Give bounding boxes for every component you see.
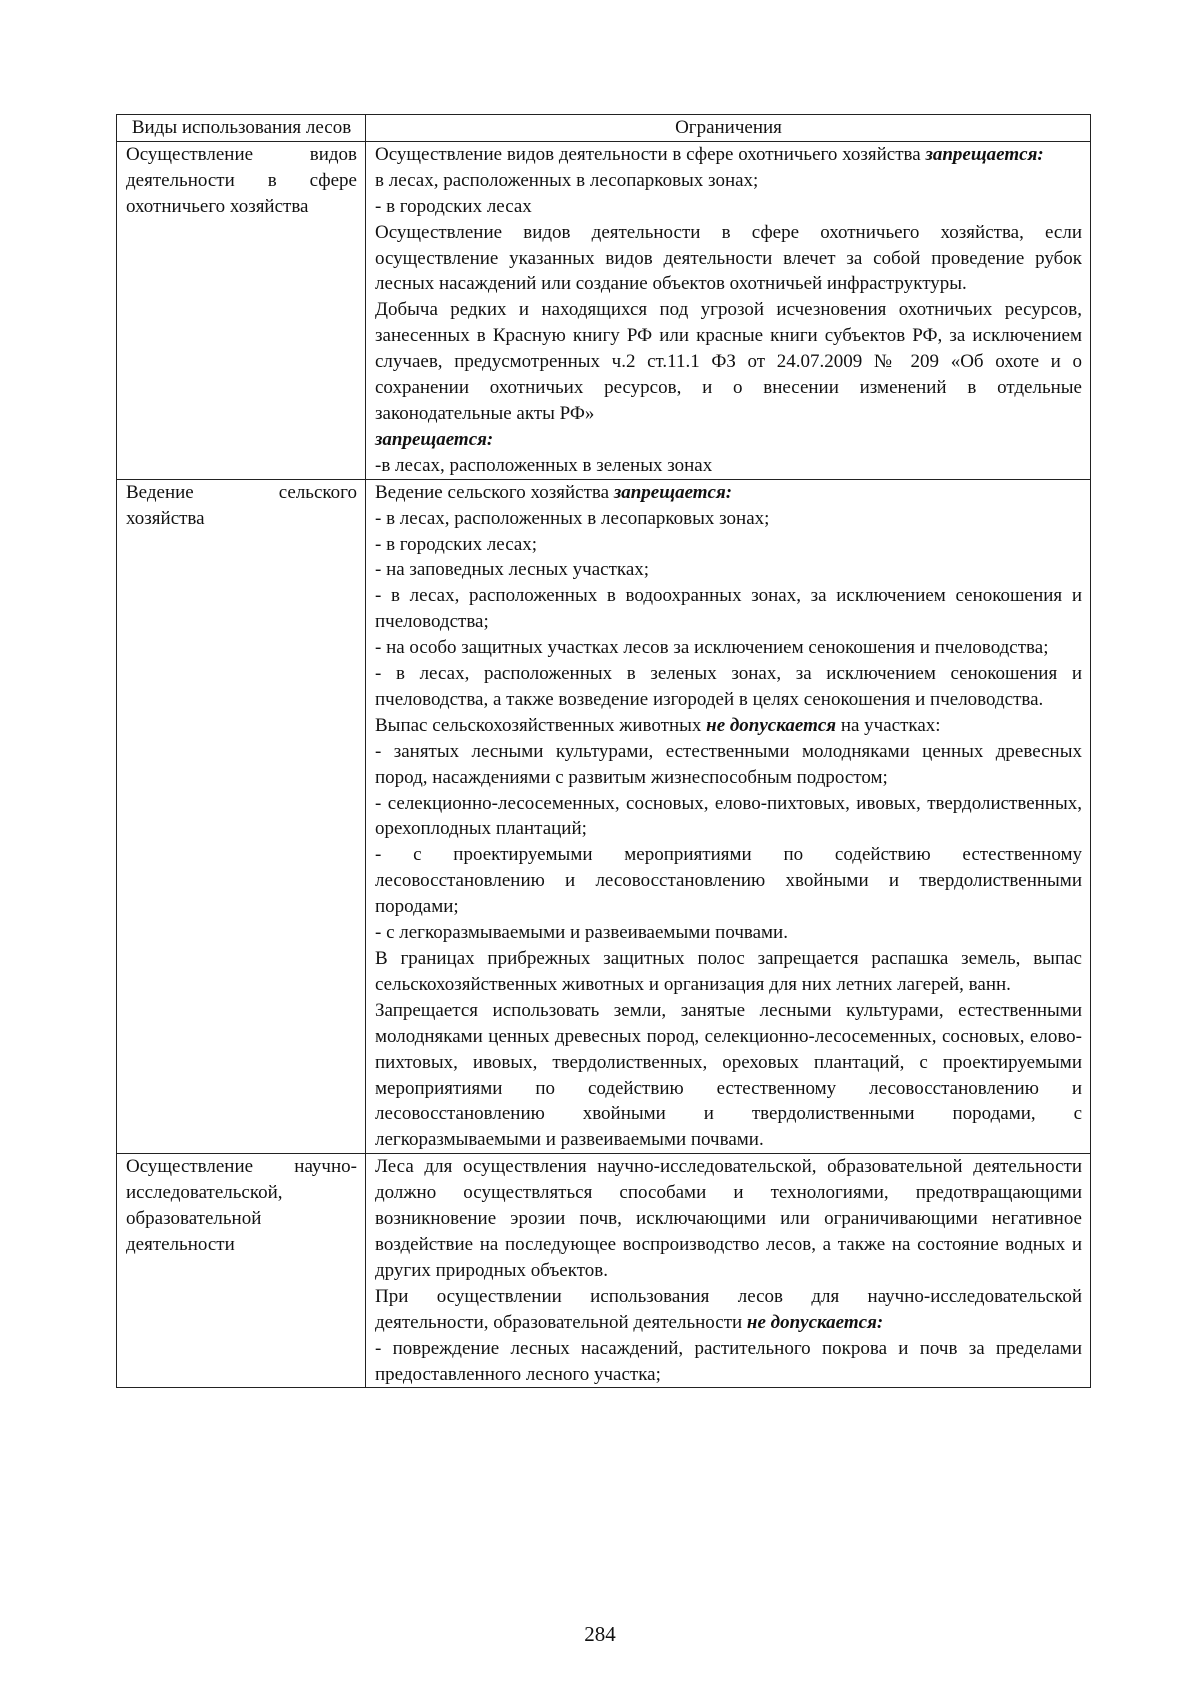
restriction-text: Выпас сельскохозяйственных животных (375, 714, 702, 736)
restriction-paragraph (375, 842, 1082, 920)
forest-use-type-cell: Осуществление видов деятельности в сфере охотничьего хозяйства (117, 141, 366, 479)
table-header-row (117, 115, 1091, 142)
restriction-text: - с проектируемыми мероприятиями по содействию естественному лесовосстановлению и лесовосстановлению хвойными и твердолиственными породами; (375, 844, 1082, 918)
restrictions-cell (366, 141, 1091, 479)
restriction-emphasis: запрещается: (613, 481, 733, 503)
forest-use-type-cell: Ведение сельского хозяйства (117, 479, 366, 1154)
restrictions-cell (366, 479, 1091, 1154)
restriction-text: Запрещается использовать земли, занятые лесными культурами, естественными молодняками ценных древесных пород, селекционно-лесосеменных, сосновых, елово-пихтовых, ивовых, твердолиственных, ореховых плантаций, с проектируемыми мероприятиями по содействию естественному лесовосстановлению и лесовосстановлению хвойными и твердолиственными породами, с легкоразмываемыми и развеиваемыми почвами. (375, 999, 1082, 1151)
forest-use-type-cell: Осуществление научно-исследовательской, образовательной деятельности (117, 1154, 366, 1388)
restriction-paragraph (375, 168, 1082, 194)
table-body (117, 141, 1091, 1388)
restriction-paragraph (375, 739, 1082, 791)
restriction-paragraph (375, 791, 1082, 843)
restriction-paragraph (375, 532, 1082, 558)
restriction-paragraph (375, 635, 1082, 661)
restriction-text: Ведение сельского хозяйства (375, 481, 610, 503)
restriction-text: Осуществление видов деятельности в сфере охотничьего хозяйства (375, 143, 921, 165)
restriction-text: Осуществление видов деятельности в сфере охотничьего хозяйства, если осуществление указанных видов деятельности влечет за собой проведение рубок лесных насаждений или создание объектов охотничьей инфраструктуры. (375, 221, 1082, 295)
restriction-paragraph (375, 427, 1082, 453)
header-forest-use-types: Виды использования лесов (117, 115, 366, 142)
restriction-text: Леса для осуществления научно-исследовательской, образовательной деятельности должно осуществляться способами и технологиями, предотвращающими возникновение эрозии почв, исключающими или ограничивающими негативное воздействие на последующее воспроизводство лесов, а также на состояние водных и других природных объектов. (375, 1156, 1082, 1281)
restriction-paragraph (375, 453, 1082, 479)
restrictions-cell (366, 1154, 1091, 1388)
restriction-text: в лесах, расположенных в лесопарковых зонах; (375, 169, 759, 191)
restriction-paragraph (375, 946, 1082, 998)
restriction-text: При осуществлении использования лесов для научно-исследовательской деятельности, образовательной деятельности (375, 1285, 1082, 1333)
table-row (117, 479, 1091, 1154)
restriction-text: -в лесах, расположенных в зеленых зонах (375, 454, 713, 476)
restriction-text-after: на участках: (840, 714, 941, 736)
restriction-paragraph (375, 297, 1082, 427)
restriction-text: - в лесах, расположенных в лесопарковых зонах; (375, 507, 770, 529)
restriction-paragraph (375, 220, 1082, 298)
restriction-paragraph (375, 480, 1082, 506)
restriction-text: - в городских лесах (375, 195, 532, 217)
restriction-text: - на заповедных лесных участках; (375, 559, 650, 581)
restriction-paragraph (375, 661, 1082, 713)
restriction-paragraph (375, 142, 1082, 168)
restriction-text: - селекционно-лесосеменных, сосновых, елово-пихтовых, ивовых, твердолиственных, орехоплодных плантаций; (375, 792, 1082, 840)
restriction-text: В границах прибрежных защитных полос запрещается распашка земель, выпас сельскохозяйственных животных и организация для них летних лагерей, ванн. (375, 948, 1082, 995)
header-restrictions: Ограничения (366, 115, 1091, 142)
restriction-paragraph (375, 583, 1082, 635)
restriction-emphasis: запрещается: (925, 143, 1044, 165)
restriction-text: - с легкоразмываемыми и развеиваемыми почвами. (375, 922, 788, 944)
restriction-emphasis: не допускается: (746, 1311, 884, 1333)
restriction-paragraph (375, 998, 1082, 1153)
restriction-text: - повреждение лесных насаждений, растительного покрова и почв за пределами предоставленного лесного участка; (375, 1337, 1082, 1385)
restriction-text: Добыча редких и находящихся под угрозой исчезновения охотничьих ресурсов, занесенных в Красную книгу РФ или красные книги субъектов РФ, за исключением случаев, предусмотренных ч.2 ст.11.1 ФЗ от 24.07.2009 № 209 «Об охоте и о сохранении охотничьих ресурсов, и о внесении изменений в отдельные законодательные акты РФ» (375, 299, 1082, 424)
restriction-emphasis: не допускается (706, 714, 837, 736)
forest-use-restrictions-table (116, 114, 1091, 1388)
restriction-paragraph (375, 194, 1082, 220)
restriction-emphasis: запрещается: (375, 428, 494, 450)
table-row (117, 141, 1091, 479)
restriction-paragraph (375, 557, 1082, 583)
restriction-text: - на особо защитных участках лесов за исключением сенокошения и пчеловодства; (375, 637, 1049, 659)
restriction-text: - в городских лесах; (375, 533, 538, 555)
restriction-text: - в лесах, расположенных в водоохранных зонах, за исключением сенокошения и пчеловодства; (375, 585, 1082, 633)
page-number: 284 (584, 1622, 616, 1646)
restriction-paragraph (375, 1336, 1082, 1388)
restriction-paragraph (375, 506, 1082, 532)
restriction-paragraph (375, 713, 1082, 739)
table-row (117, 1154, 1091, 1388)
restriction-paragraph (375, 1284, 1082, 1336)
restriction-text: - в лесах, расположенных в зеленых зонах, за исключением сенокошения и пчеловодства, а также возведение изгородей в целях сенокошения и пчеловодства. (375, 663, 1082, 710)
restriction-paragraph (375, 920, 1082, 946)
restriction-paragraph (375, 1154, 1082, 1284)
restriction-text: - занятых лесными культурами, естественными молодняками ценных древесных пород, насаждениями с развитым жизнеспособным подростом; (375, 740, 1082, 788)
